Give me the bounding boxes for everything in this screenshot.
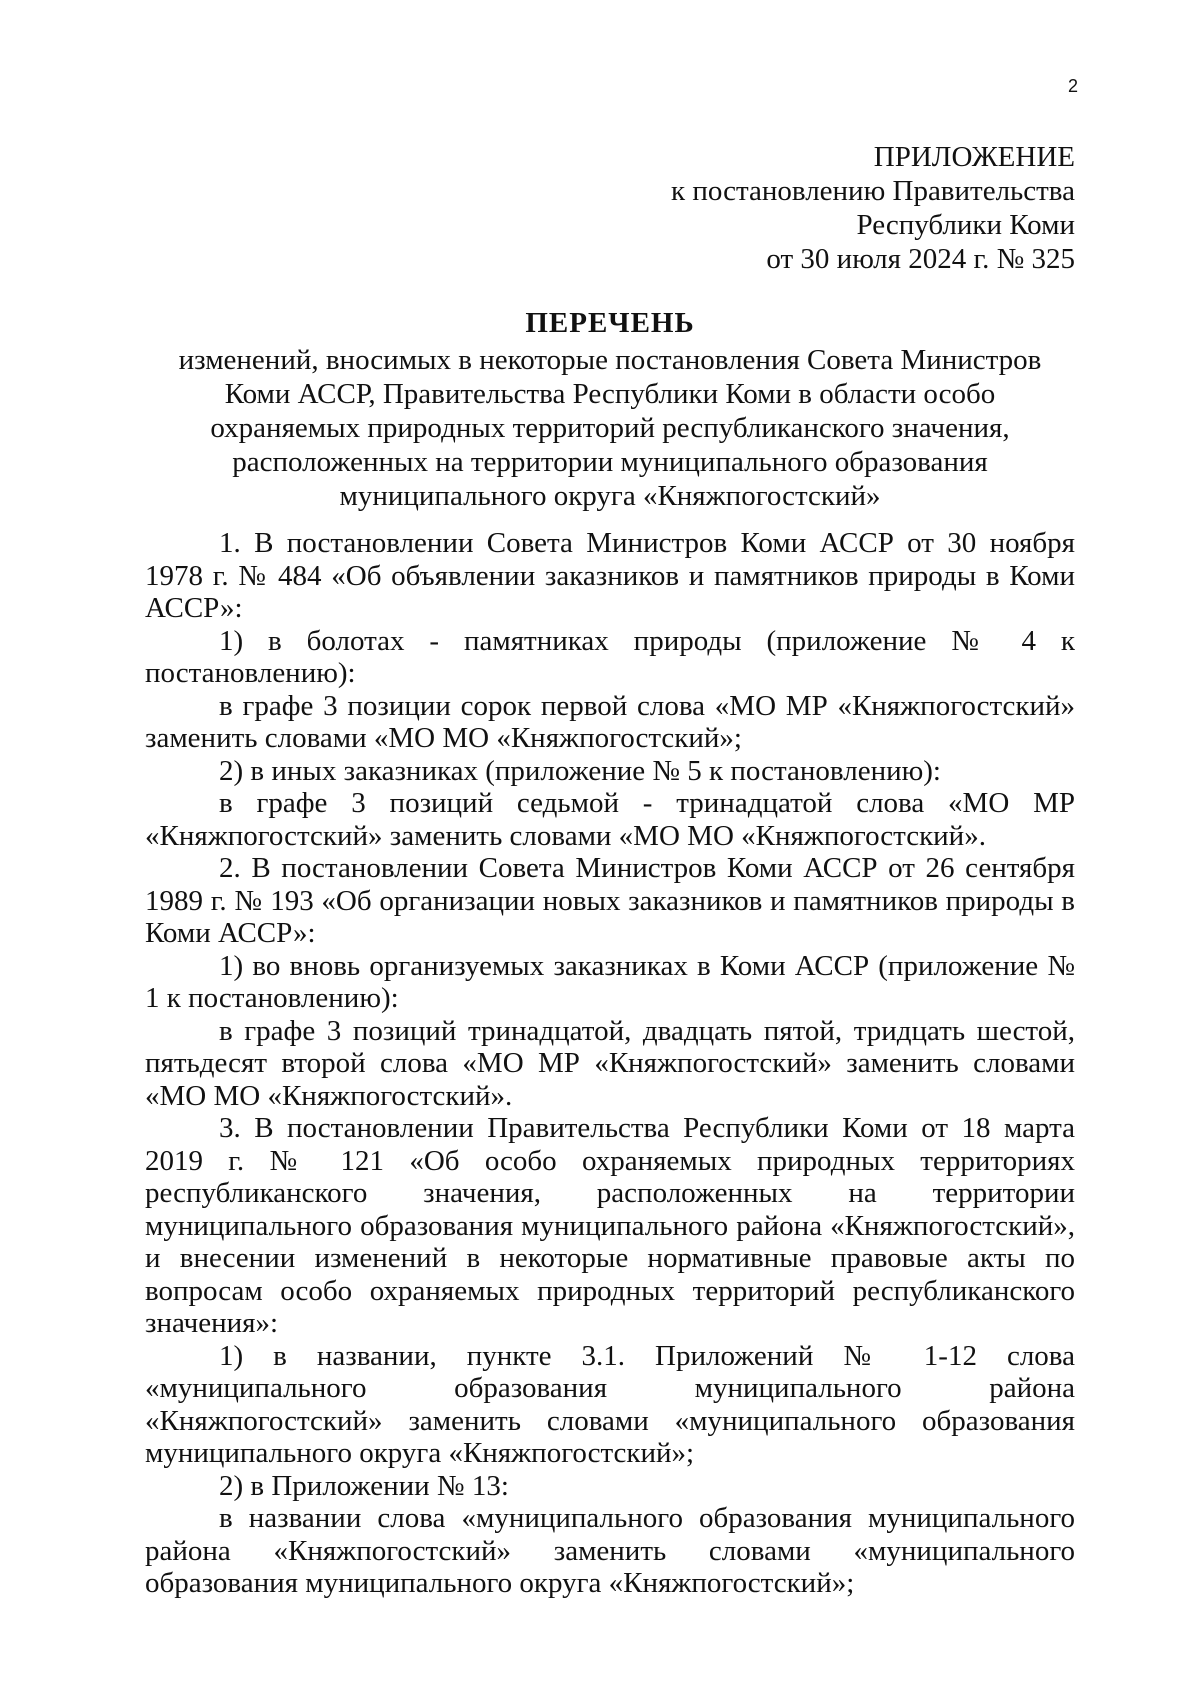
document-body xyxy=(145,527,1075,1600)
appendix-date: от 30 июля 2024 г. № 325 xyxy=(766,243,1075,275)
paragraph-item-1: 1. В постановлении Совета Министров Коми АССР от 30 ноября 1978 г. № 484 «Об объявлении заказников и памятников природы в Коми АССР»: xyxy=(145,527,1075,624)
title-line: изменений, вносимых в некоторые постановления Совета Министров xyxy=(178,344,1042,376)
appendix-reference: к постановлению Правительства xyxy=(671,175,1075,207)
paragraph-subitem: 1) во вновь организуемых заказниках в Коми АССР (приложение № 1 к постановлению): xyxy=(145,949,1075,1014)
paragraph-text: в графе 3 позиций тринадцатой, двадцать пятой, тридцать шестой, пятьдесят второй слова «МО МР «Княжпогостский» заменить словами «МО МО «Княжпогостский». xyxy=(145,1014,1075,1112)
paragraph-item-2: 2. В постановлении Совета Министров Коми АССР от 26 сентября 1989 г. № 193 «Об организации новых заказников и памятников природы в Коми АССР»: xyxy=(145,852,1075,949)
appendix-label: ПРИЛОЖЕНИЕ xyxy=(873,141,1075,173)
paragraph-subitem: 2) в Приложении № 13: xyxy=(219,1469,509,1502)
paragraph-text: в графе 3 позиции сорок первой слова «МО МР «Княжпогостский» заменить словами «МО МО «Княжпогостский»; xyxy=(145,689,1075,754)
paragraph-subitem: 2) в иных заказниках (приложение № 5 к постановлению): xyxy=(219,754,941,787)
page-number: 2 xyxy=(1068,76,1079,96)
title-subtitle xyxy=(145,343,1075,513)
appendix-authority: Республики Коми xyxy=(856,209,1075,241)
paragraph-item-3: 3. В постановлении Правительства Республики Коми от 18 марта 2019 г. № 121 «Об особо охраняемых природных территориях республиканского значения, расположенных на территории муниципального образования муниципального района «Княжпогостский», и внесении изменений в некоторые нормативные правовые акты по вопросам особо охраняемых природных территорий республиканского значения»: xyxy=(145,1112,1075,1339)
paragraph-subitem: 1) в болотах - памятниках природы (приложение № 4 к постановлению): xyxy=(145,624,1075,689)
title-line: расположенных на территории муниципального образования xyxy=(232,446,988,478)
title-heading: ПЕРЕЧЕНЬ xyxy=(525,307,695,339)
title-line: Коми АССР, Правительства Республики Коми в области особо xyxy=(224,378,996,410)
paragraph-text: в графе 3 позиций седьмой - тринадцатой слова «МО МР «Княжпогостский» заменить словами «МО МО «Княжпогостский». xyxy=(145,787,1075,852)
title-line: муниципального округа «Княжпогостский» xyxy=(339,480,881,512)
appendix-block xyxy=(671,140,1075,276)
document-title xyxy=(145,306,1075,513)
paragraph-subitem: 1) в названии, пункте 3.1. Приложений № 1-12 слова «муниципального образования муниципального района «Княжпогостский» заменить словами «муниципального образования муниципального округа «Княжпогостский»; xyxy=(145,1339,1075,1469)
paragraph-text: в названии слова «муниципального образования муниципального района «Княжпогостский» заменить словами «муниципального образования муниципального округа «Княжпогостский»; xyxy=(145,1502,1075,1599)
title-line: охраняемых природных территорий республиканского значения, xyxy=(210,412,1010,444)
